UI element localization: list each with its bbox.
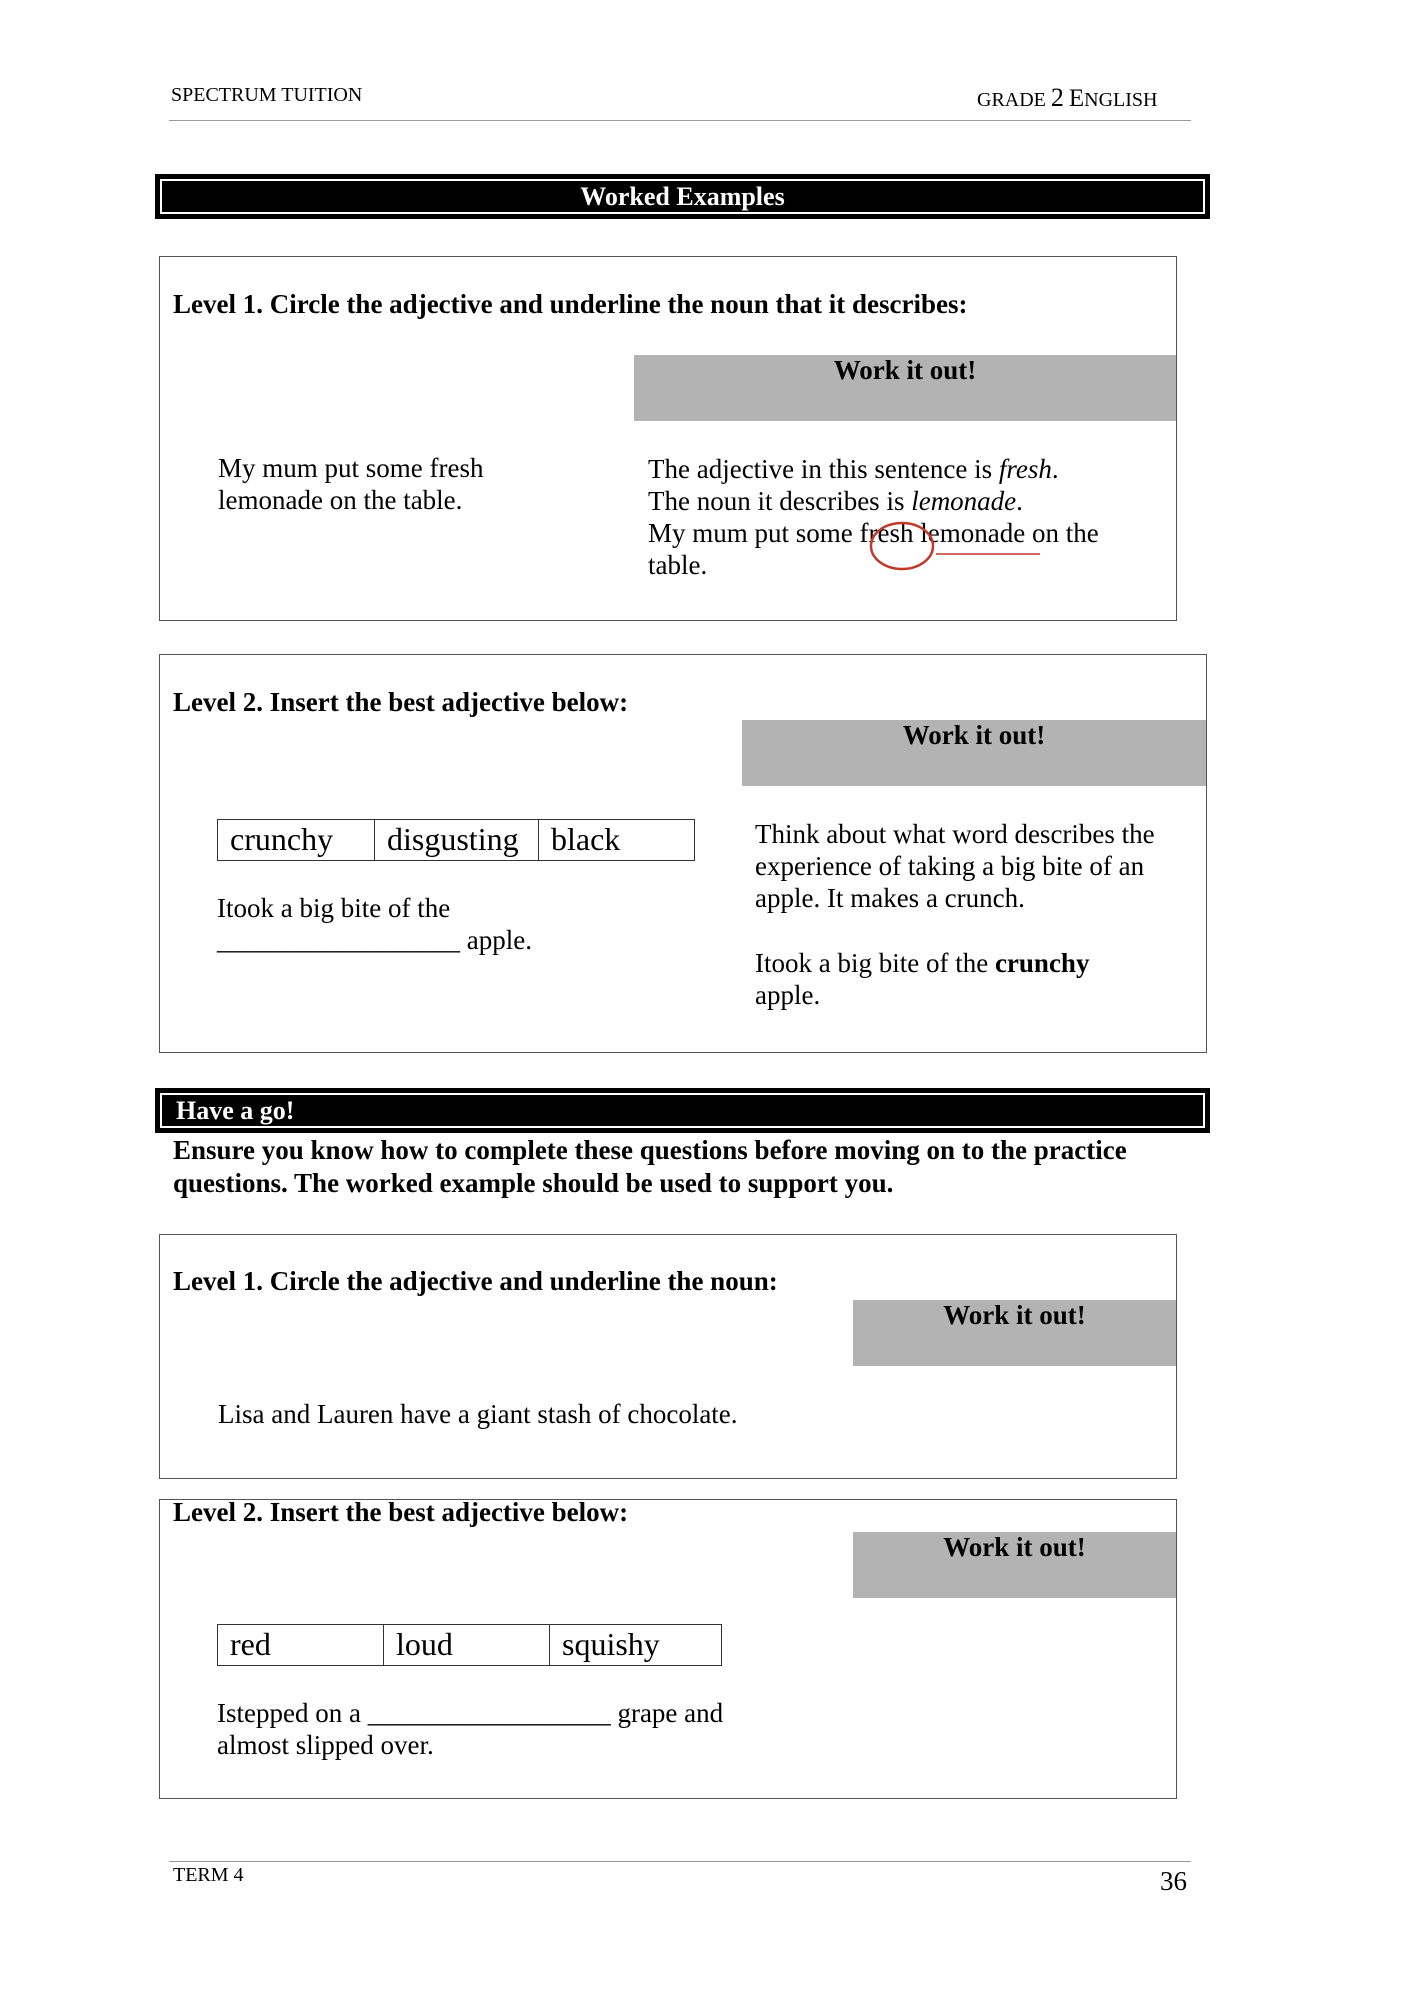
word-bank-cell: squishy [562, 1626, 660, 1662]
have-a-go-title: Have a go! [176, 1096, 295, 1125]
worked-level2-sentence-end: apple. [460, 925, 532, 955]
answer-word: crunchy [994, 948, 1090, 978]
explanation-line: experience of taking a big bite of an [755, 851, 1145, 881]
worked-examples-title: Worked Examples [580, 182, 785, 211]
work-it-out-label: Work it out! [943, 1300, 1086, 1330]
worked-level1-work-it-out [634, 355, 1176, 421]
answer-text: table. [648, 550, 708, 580]
word-bank-cell: black [551, 821, 621, 857]
worked-level1-sentence-line: My mum put some fresh [218, 453, 484, 483]
footer-term: TERM 4 [173, 1864, 244, 1886]
word-bank-cell: red [218, 1625, 384, 1665]
circled-adjective: fresh [859, 518, 914, 548]
word-bank-cell: disgusting [375, 820, 539, 860]
hag-level2-sentence [217, 1697, 723, 1761]
word-bank-cell: crunchy [218, 820, 375, 860]
header-left: SPECTRUM TUITION [171, 84, 363, 106]
hag-level2-question: Level 2. Insert the best adjective below: [173, 1497, 629, 1527]
header-grade-label: GRADE [977, 89, 1051, 111]
answer-text: My mum put some [648, 518, 860, 548]
work-it-out-label: Work it out! [943, 1532, 1086, 1562]
work-it-out-label: Work it out! [833, 355, 977, 385]
sentence-text[interactable]: Istepped on a [217, 1698, 368, 1728]
worked-level1-sentence-line: lemonade on the table. [218, 485, 463, 515]
worked-level1-answer: The adjective in this sentence is fresh. The noun it describes is lemonade. My mum put some fresh lemonade on the table. [648, 454, 1099, 580]
adjective-circle-mark [860, 512, 1040, 572]
header-right [977, 83, 1158, 113]
answer-noun: lemonade [911, 486, 1017, 516]
adjective-circle [871, 523, 933, 569]
answer-text: apple. [755, 980, 821, 1010]
answer-text: on the [1025, 518, 1099, 548]
worked-level2-word-bank [217, 819, 695, 861]
work-it-out-label: Work it out! [902, 720, 1046, 750]
answer-blank: __________________ [217, 925, 460, 955]
word-bank-cell: loud [384, 1625, 550, 1665]
explanation-line: Think about what word describes the [755, 819, 1155, 849]
have-a-go-banner [155, 1088, 1210, 1133]
intro-line: questions. The worked example should be used to support you. [173, 1168, 894, 1198]
answer-text: Itook a big bite of the [755, 948, 995, 978]
worked-level1-question: Level 1. Circle the adjective and underline the noun that it describes: [173, 289, 968, 319]
worked-level1-sentence [218, 452, 483, 516]
answer-text: The noun it describes is [648, 486, 912, 516]
worked-level2-sentence-line: Itook a big bite of the [217, 893, 451, 923]
hag-level1-sentence: Lisa and Lauren have a giant stash of chocolate. [218, 1399, 738, 1429]
underlined-noun: lemonade [920, 518, 1026, 548]
header-e: E [1068, 85, 1085, 112]
hag-level1-work-it-out [853, 1300, 1176, 1366]
hag-level1-question: Level 1. Circle the adjective and underline the noun: [173, 1266, 778, 1296]
answer-blank[interactable]: __________________ [367, 1698, 611, 1728]
header-subject: NGLISH [1084, 89, 1158, 111]
sentence-text: grape and [610, 1698, 724, 1728]
worked-level2-explanation [755, 818, 1155, 1011]
worked-level2-question: Level 2. Insert the best adjective below: [173, 687, 629, 717]
answer-text: The adjective in this sentence is [648, 454, 999, 484]
answer-adjective: fresh [998, 454, 1052, 484]
hag-level2-word-bank [217, 1624, 722, 1666]
hag-level2-work-it-out [853, 1532, 1176, 1598]
have-a-go-intro [173, 1134, 1127, 1200]
header-grade-number: 2 [1050, 83, 1064, 112]
explanation-line: apple. It makes a crunch. [755, 883, 1025, 913]
worked-examples-banner [155, 174, 1210, 219]
intro-line: Ensure you know how to complete these questions before moving on to the practice [173, 1135, 1127, 1165]
footer-rule [169, 1861, 1191, 1862]
page-number: 36 [1160, 1866, 1187, 1896]
worked-level2-work-it-out [742, 720, 1206, 786]
header-rule [169, 120, 1191, 121]
worked-level2-sentence [217, 892, 532, 956]
sentence-text: almost slipped over. [217, 1730, 434, 1760]
